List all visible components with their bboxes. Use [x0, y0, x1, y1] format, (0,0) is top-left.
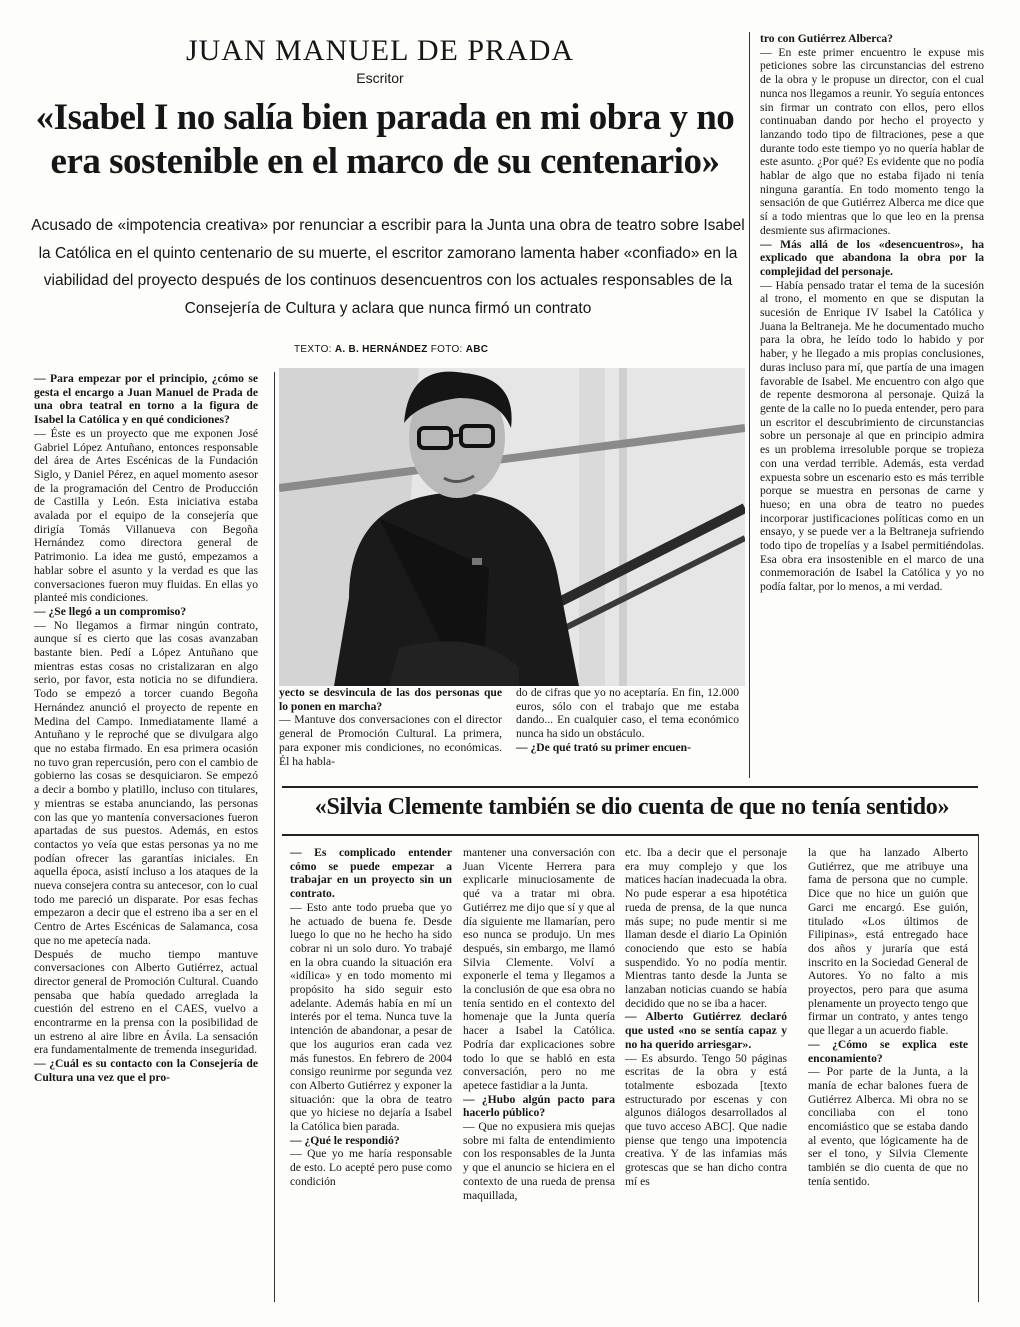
- column-lower-3: [625, 846, 787, 1189]
- portrait-photo: [279, 368, 745, 686]
- interview-answer: — Éste es un proyecto que me exponen José Gabriel López Antuñano, entonces responsable del área de Artes Escénicas de la Fundación Siglo, y Daniel Pérez, en aquel momento asesor de la programación del Centro de Producción de Castilla y León. Esta iniciativa estaba avalada por el equipo de la consejería que dirigía Tomás Villanueva con Begoña Hernández como directora general de Patrimonio. La idea me gustó, empezamos a hablar sobre el asunto y la verdad es que las conversaciones fueron muy fluidas. En ellas yo planteé mis condiciones.: [34, 426, 258, 605]
- interview-question: yecto se desvincula de las dos personas que lo ponen en marcha?: [279, 686, 502, 713]
- interview-question: — ¿Cómo se explica este enconamiento?: [808, 1037, 968, 1065]
- pull-quote-top-rule: [282, 786, 978, 788]
- interview-answer: — Es absurdo. Tengo 50 páginas escritas de la obra y está totalmente esbozada [texto estructurado por escenas y con algunos diálogos desarrollados al que tuvo acceso ABC]. Que nadie piense que tengo una impotencia creativa. Y de las infamias más grotescas que se han dicho contra mí es: [625, 1051, 787, 1188]
- interview-question: — Para empezar por el principio, ¿cómo se gesta el encargo a Juan Manuel de Prada de una obra teatral en torno a la figura de Isabel la Católica y en qué condiciones?: [34, 372, 258, 427]
- interview-question: — Es complicado entender cómo se puede empezar a trabajar en un proyecto sin un contrato.: [290, 846, 452, 901]
- headline: «Isabel I no salía bien parada en mi obra y no era sostenible en el marco de su centenario»: [35, 97, 735, 182]
- interview-answer: — Mantuve dos conversaciones con el director general de Promoción Cultural. La primera, para exponer mis condiciones, no económicas. Él ha habla-: [279, 713, 502, 768]
- portrait-illustration: [279, 368, 745, 686]
- interview-answer: — Que yo me haría responsable de esto. Lo acepté pero puse como condición: [290, 1147, 452, 1188]
- pull-quote: «Silvia Clemente también se dio cuenta de que no tenía sentido»: [314, 794, 950, 820]
- interview-answer: mantener una conversación con Juan Vicente Herrera para explicarle minuciosamente de qué va a tratar mi obra. Gutiérrez me dijo que sí y que al día siguiente me llamarían, pero eso nunca se produjo. Un mes después, sin embargo, me llamó Silvia Clemente. Volví a exponerle el tema y llegamos a la conclusión de que esa obra no tenía sentido en el contexto del homenaje que la Junta quería hacer a Isabel la Católica. Podría dar explicaciones sobre todo lo que se habló en esta conversación, pero no me apetece fastidiar a la Junta.: [463, 846, 615, 1092]
- interview-question: — ¿Hubo algún pacto para hacerlo público?: [463, 1092, 615, 1120]
- column-divider: [274, 372, 275, 1302]
- interview-question: — Más allá de los «desencuentros», ha explicado que abandona la obra por la complejidad del personaje.: [760, 237, 984, 278]
- byline: [294, 344, 488, 355]
- column-lower-1: [290, 846, 452, 1189]
- column-lower-2: [463, 846, 615, 1202]
- column-below-photo-a: [279, 686, 502, 768]
- interviewee-role: Escritor: [356, 70, 404, 86]
- column-left: [34, 372, 258, 1085]
- column-lower-4: [808, 846, 968, 1189]
- column-below-photo-b: [516, 686, 739, 755]
- lede: Acusado de «impotencia creativa» por renunciar a escribir para la Junta una obra de teatro sobre Isabel la Católica en el quinto centenario de su muerte, el escritor zamorano lamenta haber «confiado» en la viabilidad del proyecto después de los continuos desencuentros con los actuales responsables de la Consejería de Cultura y aclara que nunca firmó un contrato: [31, 217, 745, 317]
- interview-question: tro con Gutiérrez Alberca?: [760, 32, 893, 45]
- interview-question: — ¿Qué le respondió?: [290, 1133, 400, 1147]
- interview-answer: la que ha lanzado Alberto Gutiérrez, que me atribuye una fama de persona que no cumple. Dice que no hice un guión que Garci me encargó. Ese guión, titulado «Los últimos de Filipinas», está entregado hace dos años y juraría que está inscrito en la Sociedad General de Autores. Yo no falto a mis proyectos, pero para que asuma plenamente un proyecto tengo que firmar un contrato, y antes tengo que llegar a un acuerdo fiable.: [808, 846, 968, 1038]
- interview-answer: — Esto ante todo prueba que yo he actuado de buena fe. Desde luego lo que no he hecho ha sido cobrar ni un solo duro. Yo trabajé en la obra cuando la situación era «idílica» y en todo momento mi propósito ha sido seguir esto adelante. Además había en mí un interés por el tema. Nunca tuve la intención de abandonar, a pesar de que los augurios eran cada vez más funestos. En febrero de 2004 consigo reunirme por segunda vez con Alberto Gutiérrez y exponer la situación: que la obra de teatro que yo hiciese no dejaría a Isabel la Católica bien parada.: [290, 900, 452, 1134]
- interview-answer: — Había pensado tratar el tema de la sucesión al trono, el momento en que se disputan la sucesión de Enrique IV Isabel la Católica y Juana la Beltraneja. Me he documentado mucho para la obra, he leído todo lo habido y por haber, y he llegado a mis propias conclusiones, duras incluso para mí, que partía de una imagen favorable de Isabel. Me encuentro con algo que de repente desmorona al personaje. Quizá la gente de la calle no lo pueda entender, pero para un escritor el descubrimiento de circunstancias sobre un personaje al que en principio admira es un problema irresoluble porque se tropieza con una verdad terrible. Además, esta verdad expuesta sobre un escenario esto es más terrible porque se muestra en personas de carne y hueso; en una obra de teatro no puedes incorporar justificaciones políticas como en un ensayo, y se puede ver a la Beltraneja sufriendo todo tipo de tropelías y a Isabel permitiéndolas. Esa obra era insostenible en el marco de una conmemoración de Isabel la Católica y yo no podía faltar, por lo menos, a mi verdad.: [760, 278, 984, 594]
- interviewee-name: JUAN MANUEL DE PRADA: [185, 34, 575, 67]
- interview-question: — Alberto Gutiérrez declaró que usted «no se sentía capaz y no ha querido arriesgar».: [625, 1010, 787, 1051]
- interview-answer: do de cifras que yo no aceptaría. En fin, 12.000 euros, sólo con el trabajo que me estaba dando... En cualquier caso, el tema económico nunca ha sido un obstáculo.: [516, 686, 739, 741]
- interview-answer: Después de mucho tiempo mantuve conversaciones con Alberto Gutiérrez, actual director general de Promoción Cultural. Cuando pensaba que había quedado arreglada la cuestión del estreno en el CAES, vuelvo a encontrarme en la prensa con la posibilidad de un estreno al aire libre en Ávila. La sensación era fundamentalmente de tremenda inseguridad.: [34, 947, 258, 1057]
- interview-answer: — En este primer encuentro le expuse mis peticiones sobre las circunstancias del estreno de la obra y le propuse un director, con el cual nunca nos llegamos a reunir. Yo seguía entonces sin firmar un contrato con ellos, pero ellos continuaban dando por hecho el proyecto y lanzando todo tipo de filtraciones, pese a que durante todo este tiempo yo no quería hablar de este asunto. ¿Por qué? Es evidente que no podía hablar de algo que no estaba fijado ni tenía ninguna garantía. En todo momento tengo la sensación de que Gutiérrez Alberca me dice que sí a todo mientras que lo que leo en la prensa desmiente sus afirmaciones.: [760, 45, 984, 237]
- byline-author: A. B. HERNÁNDEZ: [334, 344, 428, 355]
- interview-answer: etc. Iba a decir que el personaje era muy complejo y que los matices hacían inadecuada la obra. No pude esperar a esa hipotética rueda de prensa, de la que nunca más supe; no pude mentir si me llaman desde el diario La Opinión conociendo que esto se había suspendido. Yo no podía mentir. Mientras tanto desde la Junta se lanzaban noticias cuando se había decidido que no se iba a hacer.: [625, 846, 787, 1010]
- interview-answer: — Por parte de la Junta, a la manía de echar balones fuera de Gutiérrez Alberca. Mi obra no se conciliaba con el tono encomiástico que se estaba dando al evento, que lógicamente ha de ser el tono, y Silvia Clemente también se dio cuenta de que no tenía sentido.: [808, 1065, 968, 1188]
- interview-question: — ¿De qué trató su primer encuen-: [516, 740, 691, 754]
- pull-quote-bottom-rule: [282, 834, 978, 836]
- interview-answer: — No llegamos a firmar ningún contrato, aunque sí es cierto que las cosas avanzaban bastante bien. Pedí a López Antuñano que mientras estas cosas no cristalizaran en algo serio, por favor, esta noticia no se difundiera. Todo se empezó a torcer cuando Begoña Hernández anunció el proyecto de repente en Medina del Campo. Inmediatamente llamé a Antuñano y le reproché que se divulgara algo que no estaba firmado. En esa primera ocasión no tuvo gran repercusión, pero con el cambio de gobierno las cosas se desquiciaron. Se empezó a decir a bombo y platillo, incluso con titulares, y mientras se estaba anunciando, las personas con las que yo mantenía conversaciones fueron apartadas de sus puestos. Además, en estos contactos yo veía que estas personas ya no me podían ofrecer las garantías iniciales. En aquella época, asistí incluso a los ataques de la nueva consejera contra su antecesor, con lo cual todo me pareció un disparate. Por esas fechas empezaron a decir que el estreno iba a ser en el Centro de Artes Escénicas de Salamanca, cosa que no me apetecía nada.: [34, 618, 258, 947]
- byline-photo-label: FOTO:: [430, 344, 463, 355]
- interview-answer: — Que no expusiera mis quejas sobre mi falta de entendimiento con los responsables de la Junta y que el anuncio se hiciera en el contexto de una rueda de prensa maquillada,: [463, 1120, 615, 1202]
- byline-photo-source: ABC: [465, 344, 489, 355]
- column-divider: [978, 834, 979, 1302]
- byline-text-label: TEXTO:: [294, 344, 332, 355]
- column-right: [760, 32, 984, 594]
- column-divider: [749, 32, 750, 778]
- interview-question: — ¿Se llegó a un compromiso?: [34, 604, 187, 618]
- interview-question: — ¿Cuál es su contacto con la Consejería de Cultura una vez que el pro-: [34, 1057, 258, 1084]
